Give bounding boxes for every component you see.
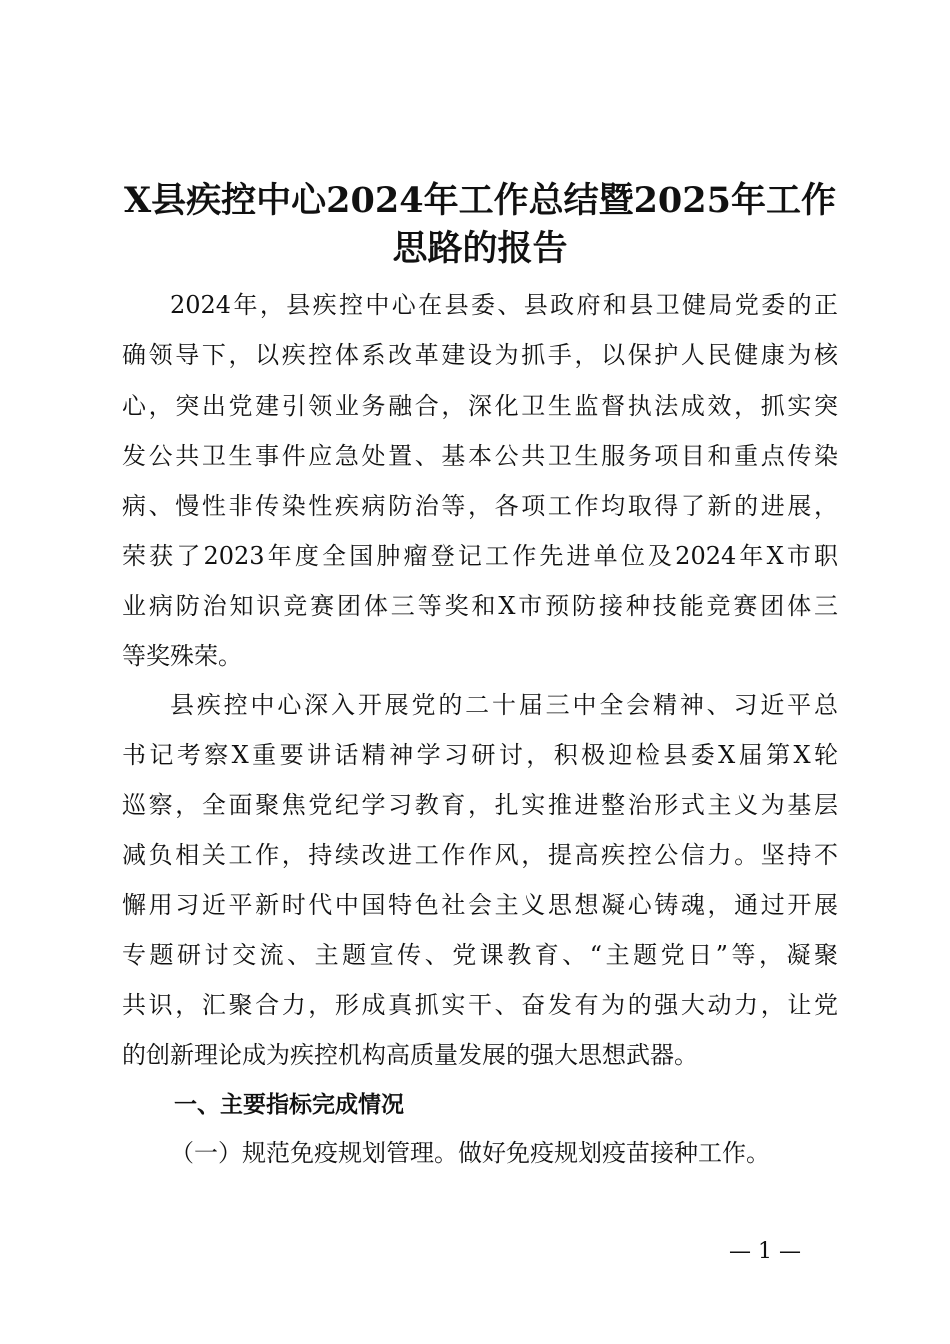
page-number: — 1 — bbox=[729, 1239, 801, 1264]
paragraph-2-line: 共识，汇聚合力，形成真抓实干、奋发有为的强大动力，让党 bbox=[122, 991, 838, 1019]
document-title-line-1: X县疾控中心2024年工作总结暨2025年工作 bbox=[124, 180, 836, 221]
section-heading: 一、主要指标完成情况 bbox=[174, 1092, 404, 1118]
paragraph-2-line: 专题研讨交流、主题宣传、党课教育、“主题党日”等，凝聚 bbox=[122, 941, 838, 969]
paragraph-1-line: 等奖殊荣。 bbox=[122, 642, 242, 670]
paragraph-1-line: 确领导下，以疾控体系改革建设为抓手，以保护人民健康为核 bbox=[122, 341, 838, 369]
paragraph-1-line: 荣获了2023年度全国肿瘤登记工作先进单位及2024年X市职 bbox=[122, 542, 838, 570]
paragraph-2-line: 县疾控中心深入开展党的二十届三中全会精神、习近平总 bbox=[170, 691, 838, 719]
paragraph-1-line: 业病防治知识竞赛团体三等奖和X市预防接种技能竞赛团体三 bbox=[122, 592, 838, 620]
paragraph-2-line: 巡察，全面聚焦党纪学习教育，扎实推进整治形式主义为基层 bbox=[122, 791, 838, 819]
document-title-line-2: 思路的报告 bbox=[392, 228, 568, 269]
paragraph-1-line: 心，突出党建引领业务融合，深化卫生监督执法成效，抓实突 bbox=[122, 392, 838, 420]
subsection-heading: （一）规范免疫规划管理。做好免疫规划疫苗接种工作。 bbox=[170, 1139, 770, 1167]
paragraph-1-line: 发公共卫生事件应急处置、基本公共卫生服务项目和重点传染 bbox=[122, 442, 838, 470]
paragraph-1-line: 2024年，县疾控中心在县委、县政府和县卫健局党委的正 bbox=[170, 291, 838, 319]
paragraph-2-line: 懈用习近平新时代中国特色社会主义思想凝心铸魂，通过开展 bbox=[122, 891, 838, 919]
paragraph-2-line: 书记考察X重要讲话精神学习研讨，积极迎检县委X届第X轮 bbox=[122, 741, 838, 769]
paragraph-2-line: 减负相关工作，持续改进工作作风，提高疾控公信力。坚持不 bbox=[122, 841, 838, 869]
paragraph-1-line: 病、慢性非传染性疾病防治等，各项工作均取得了新的进展， bbox=[122, 492, 838, 520]
paragraph-2-line: 的创新理论成为疾控机构高质量发展的强大思想武器。 bbox=[122, 1041, 698, 1069]
